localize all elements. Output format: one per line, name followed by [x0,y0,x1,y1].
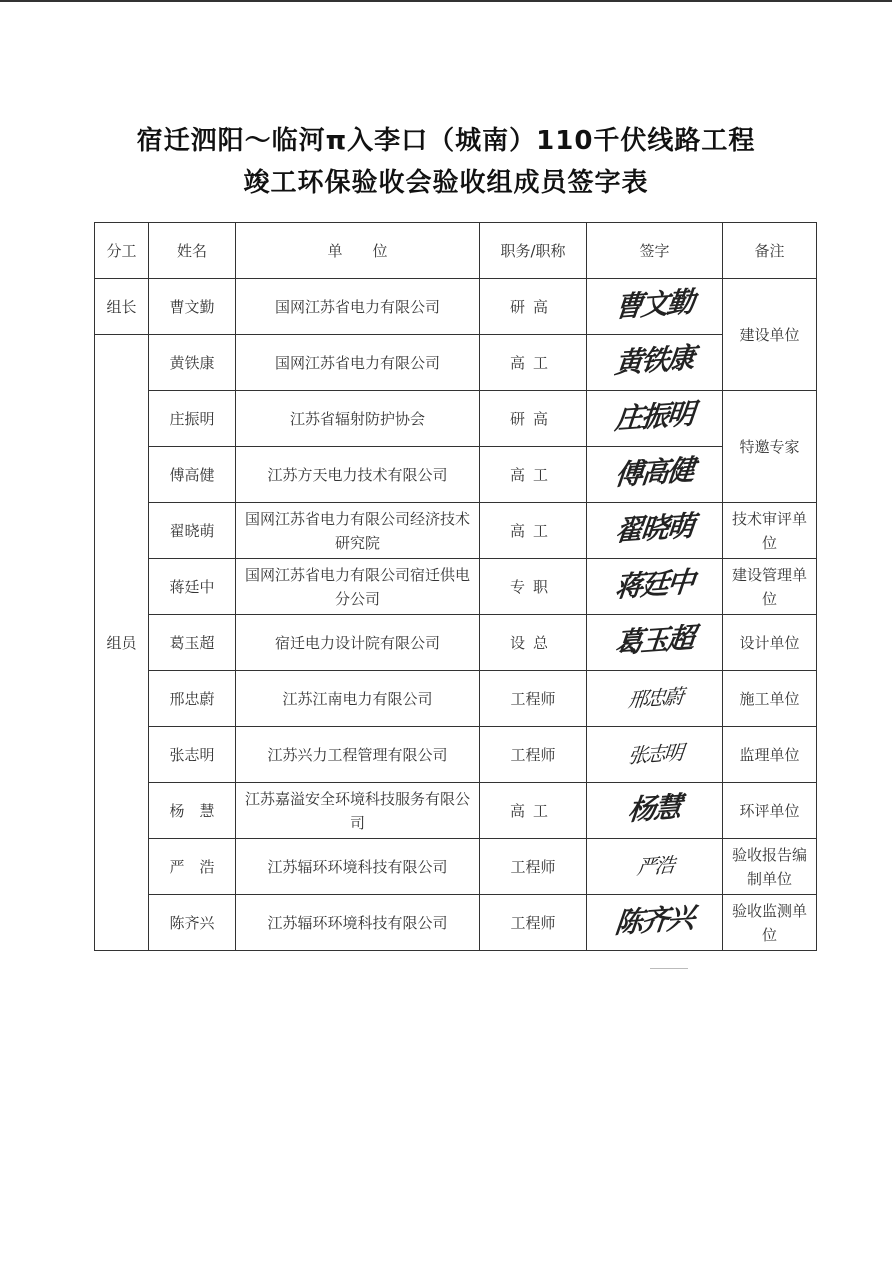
signature-cell [587,671,723,727]
document-title-line1: 宿迁泗阳～临河π入李口（城南）110千伏线路工程 [136,126,756,156]
role-leader: 组长 [95,279,149,335]
role-member: 组员 [95,335,149,951]
signature-cell [587,615,723,671]
table-row [95,335,817,391]
member-unit: 江苏省辐射防护协会 [236,391,480,447]
member-unit: 国网江苏省电力有限公司 [236,335,480,391]
member-name: 曹文勤 [149,279,236,335]
handwritten-signature: 杨慧 [626,789,683,827]
header-role: 分工 [95,223,149,279]
signature-cell [587,279,723,335]
table-row [95,671,817,727]
table-header-row [95,223,817,279]
member-unit: 江苏江南电力有限公司 [236,671,480,727]
table-row [95,783,817,839]
member-name: 傅高健 [149,447,236,503]
signature-cell [587,727,723,783]
member-name: 蒋廷中 [149,559,236,615]
table-row [95,895,817,951]
signature-cell [587,559,723,615]
handwritten-signature: 翟晓萌 [613,508,696,548]
table-row [95,391,817,447]
header-position: 职务/职称 [480,223,587,279]
member-unit: 江苏兴力工程管理有限公司 [236,727,480,783]
table-row [95,615,817,671]
member-position: 高工 [480,447,587,503]
signature-cell [587,895,723,951]
handwritten-signature: 黄铁康 [613,340,696,380]
member-unit: 江苏辐环环境科技有限公司 [236,839,480,895]
signature-cell [587,447,723,503]
header-signature: 签字 [587,223,723,279]
signature-cell [587,391,723,447]
header-name: 姓名 [149,223,236,279]
signature-cell [587,503,723,559]
member-position: 研高 [480,391,587,447]
remark-cell: 验收监测单位 [723,895,817,951]
handwritten-signature: 庄振明 [613,396,696,436]
remark-cell: 监理单位 [723,727,817,783]
member-position: 专职 [480,559,587,615]
member-position: 工程师 [480,671,587,727]
scan-mark [650,968,688,969]
member-position: 高工 [480,783,587,839]
remark-cell: 环评单位 [723,783,817,839]
handwritten-signature: 陈齐兴 [613,900,696,940]
signature-cell [587,783,723,839]
signature-cell [587,335,723,391]
remark-cell: 设计单位 [723,615,817,671]
member-position: 工程师 [480,839,587,895]
remark-cell: 建设管理单位 [723,559,817,615]
member-name: 杨 慧 [149,783,236,839]
member-position: 高工 [480,335,587,391]
member-name: 严 浩 [149,839,236,895]
document-title-line2: 竣工环保验收会验收组成员签字表 [243,168,649,198]
handwritten-signature: 蒋廷中 [613,564,696,604]
member-name: 翟晓萌 [149,503,236,559]
member-name: 张志明 [149,727,236,783]
handwritten-signature: 严浩 [635,852,674,879]
member-unit: 江苏方天电力技术有限公司 [236,447,480,503]
remark-cell: 技术审评单位 [723,503,817,559]
member-name: 邢忠蔚 [149,671,236,727]
table-row [95,727,817,783]
member-unit: 国网江苏省电力有限公司宿迁供电分公司 [236,559,480,615]
member-unit: 宿迁电力设计院有限公司 [236,615,480,671]
page-top-border [0,0,892,2]
member-name: 陈齐兴 [149,895,236,951]
handwritten-signature: 傅高健 [613,452,696,492]
member-unit: 江苏辐环环境科技有限公司 [236,895,480,951]
member-unit: 江苏嘉溢安全环境科技服务有限公司 [236,783,480,839]
remark-cell: 验收报告编制单位 [723,839,817,895]
signature-table [94,222,817,951]
member-unit: 国网江苏省电力有限公司 [236,279,480,335]
member-position: 工程师 [480,895,587,951]
handwritten-signature: 葛玉超 [613,620,696,660]
table-row [95,839,817,895]
table-row [95,279,817,335]
member-unit: 国网江苏省电力有限公司经济技术研究院 [236,503,480,559]
remark-cell: 特邀专家 [723,391,817,503]
member-name: 黄铁康 [149,335,236,391]
table-row [95,559,817,615]
member-name: 葛玉超 [149,615,236,671]
handwritten-signature: 邢忠蔚 [626,683,683,712]
member-name: 庄振明 [149,391,236,447]
table-row [95,503,817,559]
table-row [95,447,817,503]
handwritten-signature: 曹文勤 [613,284,696,324]
remark-cell: 建设单位 [723,279,817,391]
signature-cell [587,839,723,895]
member-position: 研高 [480,279,587,335]
member-position: 设总 [480,615,587,671]
handwritten-signature: 张志明 [626,739,683,768]
member-position: 工程师 [480,727,587,783]
remark-cell: 施工单位 [723,671,817,727]
header-unit: 单 位 [236,223,480,279]
member-position: 高工 [480,503,587,559]
header-remark: 备注 [723,223,817,279]
